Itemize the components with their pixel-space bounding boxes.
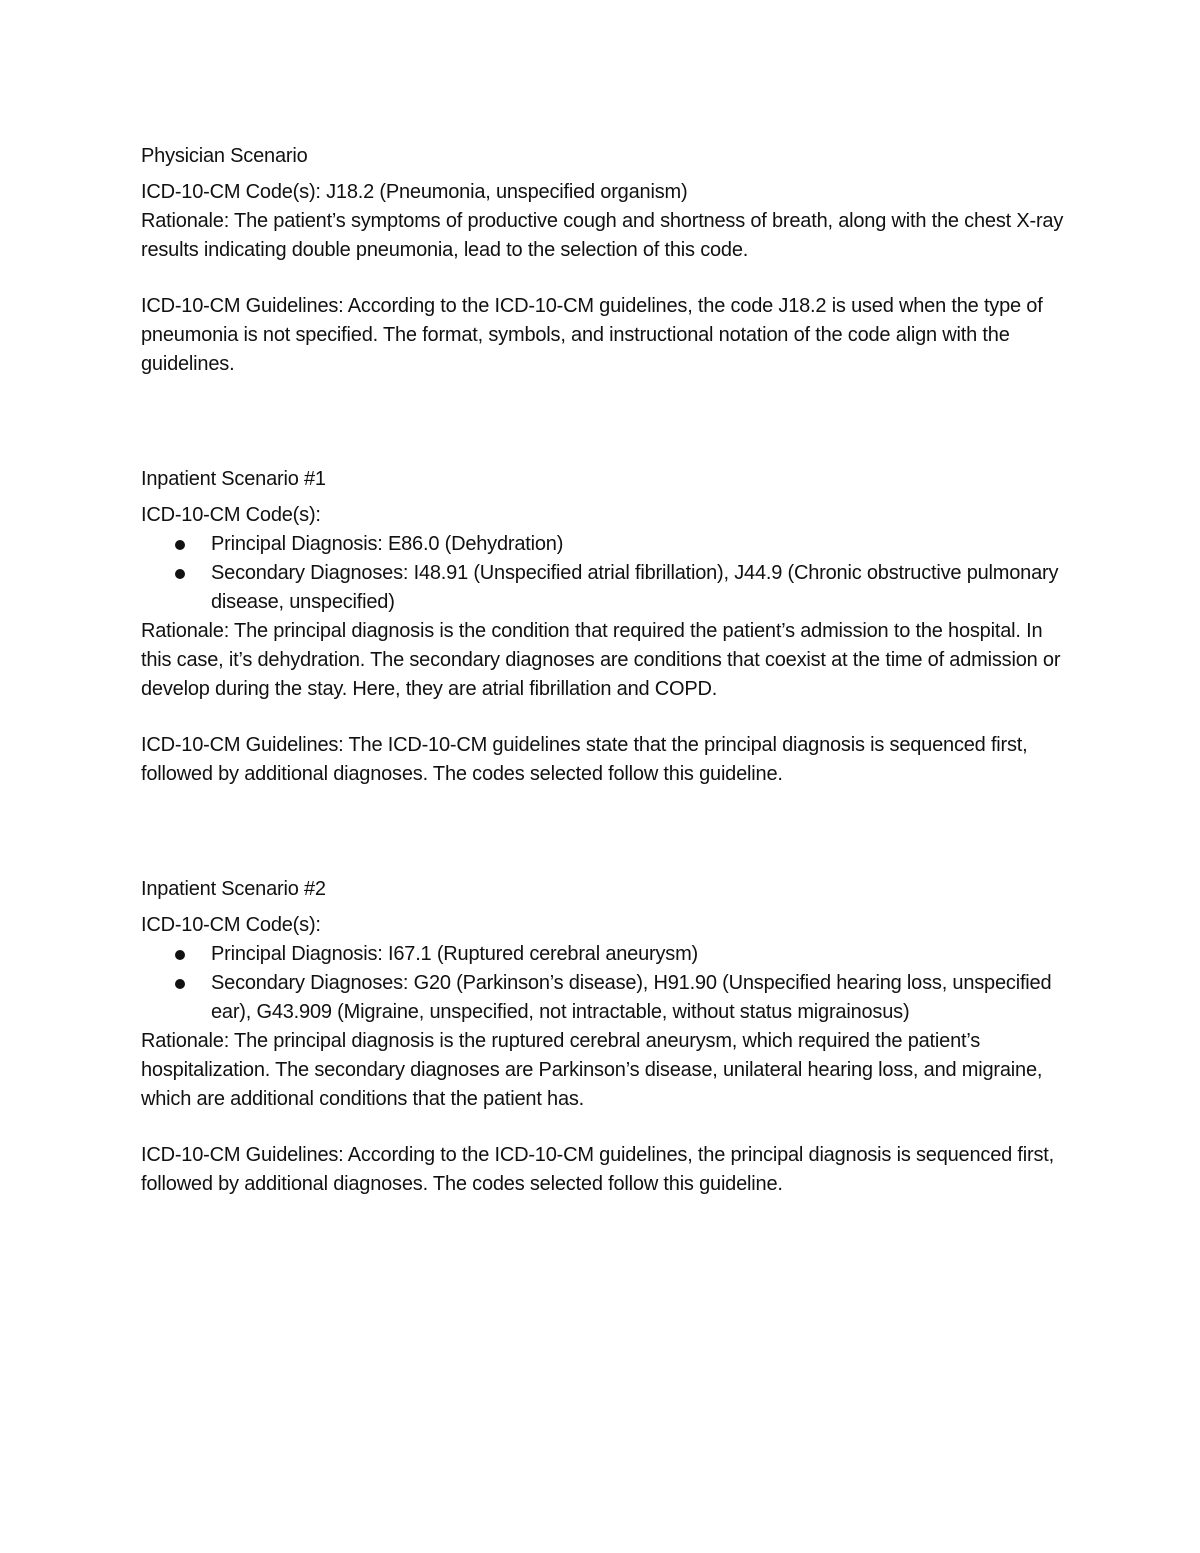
bullet-icon	[175, 540, 185, 550]
inpatient-2-heading: Inpatient Scenario #2	[141, 878, 326, 900]
inpatient-1-principal-diagnosis: Principal Diagnosis: E86.0 (Dehydration)	[211, 533, 564, 555]
list-item	[141, 940, 1071, 969]
bullet-icon	[175, 979, 185, 989]
bullet-icon	[175, 950, 185, 960]
inpatient-1-code-list	[141, 530, 1071, 617]
inpatient-2-guidelines: ICD-10-CM Guidelines: According to the ICD-10-CM guidelines, the principal diagnosis is sequenced first, followed by additional diagnoses. The codes selected follow this guideline.	[141, 1144, 1054, 1195]
list-item	[141, 559, 1071, 617]
inpatient-scenario-2-section	[141, 875, 1071, 1199]
inpatient-2-code-list	[141, 940, 1071, 1027]
physician-guidelines: ICD-10-CM Guidelines: According to the ICD-10-CM guidelines, the code J18.2 is used when the type of pneumonia is not specified. The format, symbols, and instructional notation of the code align with the guidelines.	[141, 295, 1043, 375]
physician-codes-line: ICD-10-CM Code(s): J18.2 (Pneumonia, unspecified organism)	[141, 181, 688, 203]
physician-scenario-section	[141, 142, 1071, 379]
list-item	[141, 969, 1071, 1027]
inpatient-2-codes-label: ICD-10-CM Code(s):	[141, 914, 321, 936]
inpatient-1-guidelines: ICD-10-CM Guidelines: The ICD-10-CM guidelines state that the principal diagnosis is sequenced first, followed by additional diagnoses. The codes selected follow this guideline.	[141, 734, 1028, 785]
list-item	[141, 530, 1071, 559]
inpatient-scenario-1-section	[141, 465, 1071, 789]
inpatient-1-rationale: Rationale: The principal diagnosis is the condition that required the patient’s admission to the hospital. In this case, it’s dehydration. The secondary diagnoses are conditions that coexist at the time of admission or develop during the stay. Here, they are atrial fibrillation and COPD.	[141, 620, 1061, 700]
physician-scenario-heading: Physician Scenario	[141, 145, 308, 167]
inpatient-1-codes-label: ICD-10-CM Code(s):	[141, 504, 321, 526]
inpatient-2-principal-diagnosis: Principal Diagnosis: I67.1 (Ruptured cerebral aneurysm)	[211, 943, 699, 965]
physician-rationale: Rationale: The patient’s symptoms of productive cough and shortness of breath, along with the chest X-ray results indicating double pneumonia, lead to the selection of this code.	[141, 210, 1064, 261]
inpatient-1-secondary-diagnoses: Secondary Diagnoses: I48.91 (Unspecified atrial fibrillation), J44.9 (Chronic obstructive pulmonary disease, unspecified)	[211, 562, 1059, 613]
inpatient-2-rationale: Rationale: The principal diagnosis is the ruptured cerebral aneurysm, which required the patient’s hospitalization. The secondary diagnoses are Parkinson’s disease, unilateral hearing loss, and migraine, which are additional conditions that the patient has.	[141, 1030, 1043, 1110]
bullet-icon	[175, 569, 185, 579]
inpatient-1-heading: Inpatient Scenario #1	[141, 468, 326, 490]
inpatient-2-secondary-diagnoses: Secondary Diagnoses: G20 (Parkinson’s disease), H91.90 (Unspecified hearing loss, unspecified ear), G43.909 (Migraine, unspecified, not intractable, without status migrainosus)	[211, 972, 1052, 1023]
document-body	[141, 142, 1071, 1199]
